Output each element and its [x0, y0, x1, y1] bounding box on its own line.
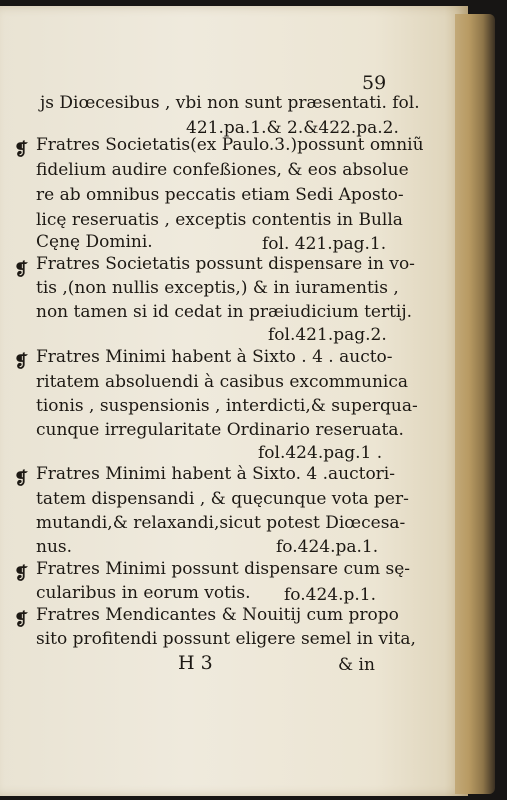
text-line: tatem dispensandi , & quęcunque vota per- — [36, 489, 409, 509]
text-line: sito profitendi possunt eligere semel in vita, — [36, 629, 416, 649]
text-line: Fratres Societatis(ex Paulo.3.)possunt omniũ — [36, 135, 424, 155]
pilcrow-icon: ❡ — [14, 564, 29, 584]
text-line: tis ,(non nullis exceptis,) & in iuramentis , — [36, 278, 399, 298]
text-line: licę reseruatis , exceptis contentis in Bulla — [36, 210, 403, 230]
pilcrow-icon: ❡ — [14, 260, 29, 280]
signature-mark: H 3 — [178, 652, 213, 674]
text-line: ritatem absoluendi à casibus excommunica — [36, 372, 408, 392]
text-line: fol.421.pag.2. — [268, 325, 387, 345]
text-line: tionis , suspensionis , interdicti,& superqua- — [36, 396, 418, 416]
text-line: Fratres Minimi habent à Sixto . 4 . aucto- — [36, 347, 393, 367]
text-line: nus. — [36, 537, 73, 557]
text-line: fol.424.pag.1 . — [258, 443, 383, 463]
text-line: Fratres Minimi possunt dispensare cum sę- — [36, 559, 410, 579]
catchword: & in — [338, 655, 375, 675]
pilcrow-icon: ❡ — [14, 610, 29, 630]
text-line: 421.pa.1.& 2.&422.pa.2. — [186, 118, 399, 138]
pilcrow-icon: ❡ — [14, 352, 29, 372]
text-line: re ab omnibus peccatis etiam Sedi Aposto- — [36, 185, 404, 205]
text-line: non tamen si id cedat in præiudicium tertij. — [36, 302, 413, 322]
text-line: fol. 421.pag.1. — [262, 234, 387, 254]
text-line: fo.424.pa.1. — [276, 537, 379, 557]
text-line: Fratres Societatis possunt dispensare in vo- — [36, 254, 415, 274]
pilcrow-icon: ❡ — [14, 469, 29, 489]
text-line: js Diœcesibus , vbi non sunt præsentati. fol. — [40, 93, 420, 113]
text-line: cunque irregularitate Ordinario reseruata. — [36, 420, 404, 440]
text-line: mutandi,& relaxandi,sicut potest Diœcesa- — [36, 513, 406, 533]
text-line: cularibus in eorum votis. — [36, 583, 251, 603]
text-line: fo.424.p.1. — [284, 585, 376, 605]
page-number: 59 — [362, 72, 387, 94]
text-line: Fratres Mendicantes & Nouitij cum propo — [36, 605, 399, 625]
text-line: Fratres Minimi habent à Sixto. 4 .auctori- — [36, 464, 395, 484]
text-line: Cęnę Domini. — [36, 232, 153, 252]
text-line: fidelium audire confeßiones, & eos absolue — [36, 160, 409, 180]
pilcrow-icon: ❡ — [14, 140, 29, 160]
